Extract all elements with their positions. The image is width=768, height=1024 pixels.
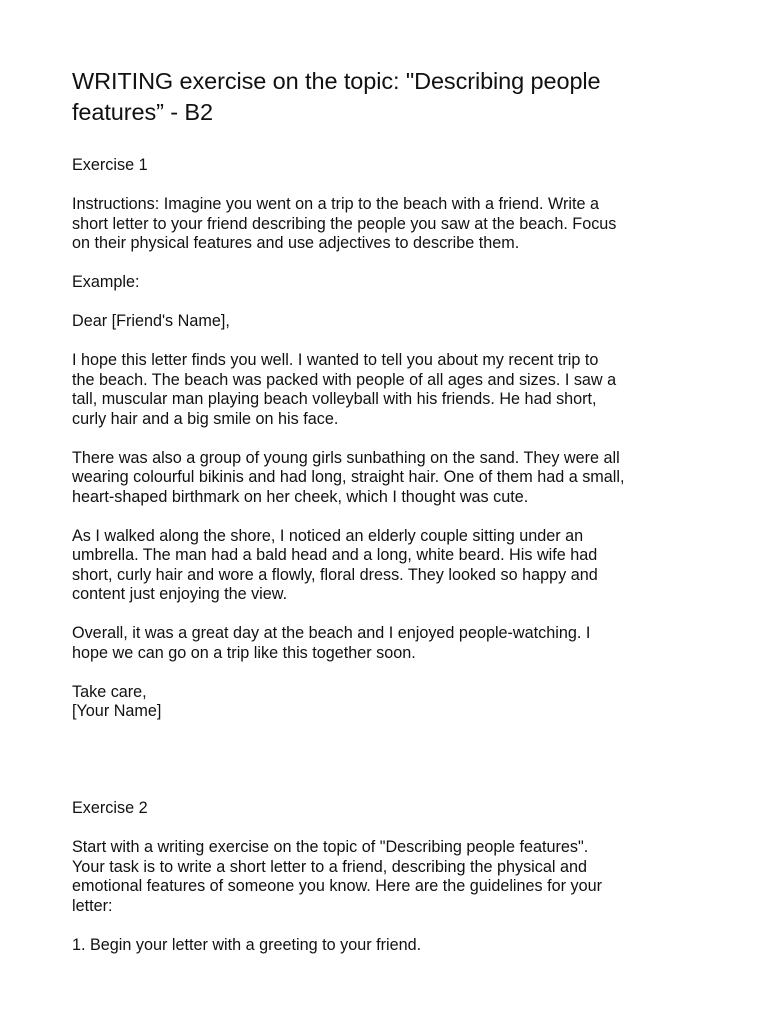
section-spacer [72, 741, 702, 799]
letter-greeting: Dear [Friend's Name], [72, 312, 230, 330]
text-line: curly hair and a big smile on his face. [72, 409, 339, 428]
guideline-item: 1. Begin your letter with a greeting to your friend. [72, 935, 422, 954]
text-line: wearing colourful bikinis and had long, straight hair. One of them had a small, [72, 468, 625, 486]
text-line: Your task is to write a short letter to a friend, describing the physical and [72, 857, 587, 876]
text-line: tall, muscular man playing beach volleyball with his friends. He had short, [72, 390, 597, 408]
letter-paragraph [72, 449, 702, 508]
title-line: features” - B2 [72, 99, 213, 125]
document-page [72, 66, 702, 975]
text-line: short letter to your friend describing the people you saw at the beach. Focus [72, 214, 617, 233]
letter-paragraph [72, 624, 702, 663]
example-label: Example: [72, 273, 140, 291]
text-line: the beach. The beach was packed with people of all ages and sizes. I saw a [72, 370, 617, 389]
letter-paragraph [72, 527, 702, 605]
exercise-1-heading: Exercise 1 [72, 156, 148, 174]
text-line: on their physical features and use adjectives to describe them. [72, 234, 520, 252]
exercise-2-heading: Exercise 2 [72, 799, 148, 817]
text-line: letter: [72, 896, 113, 915]
closing-line: Take care, [72, 682, 147, 701]
text-line: heart-shaped birthmark on her cheek, which I thought was cute. [72, 487, 529, 506]
signature-line: [Your Name] [72, 702, 162, 720]
text-line: emotional features of someone you know. Here are the guidelines for your [72, 877, 602, 895]
letter-closing [72, 683, 702, 722]
title-line: WRITING exercise on the topic: "Describing people [72, 68, 601, 94]
text-line: Instructions: Imagine you went on a trip to the beach with a friend. Write a [72, 195, 599, 213]
text-line: hope we can go on a trip like this together soon. [72, 643, 416, 662]
exercise-1-instructions [72, 195, 702, 254]
letter-paragraph [72, 351, 702, 429]
text-line: As I walked along the shore, I noticed an elderly couple sitting under an [72, 526, 584, 545]
text-line: Overall, it was a great day at the beach and I enjoyed people-watching. I [72, 624, 591, 642]
text-line: short, curly hair and wore a flowly, floral dress. They looked so happy and [72, 565, 598, 584]
text-line: I hope this letter finds you well. I wanted to tell you about my recent trip to [72, 351, 599, 369]
text-line: umbrella. The man had a bald head and a long, white beard. His wife had [72, 546, 598, 564]
document-title [72, 66, 702, 128]
exercise-2-intro [72, 838, 702, 916]
text-line: Start with a writing exercise on the topic of "Describing people features". [72, 838, 589, 856]
text-line: There was also a group of young girls sunbathing on the sand. They were all [72, 448, 620, 467]
text-line: content just enjoying the view. [72, 585, 288, 603]
